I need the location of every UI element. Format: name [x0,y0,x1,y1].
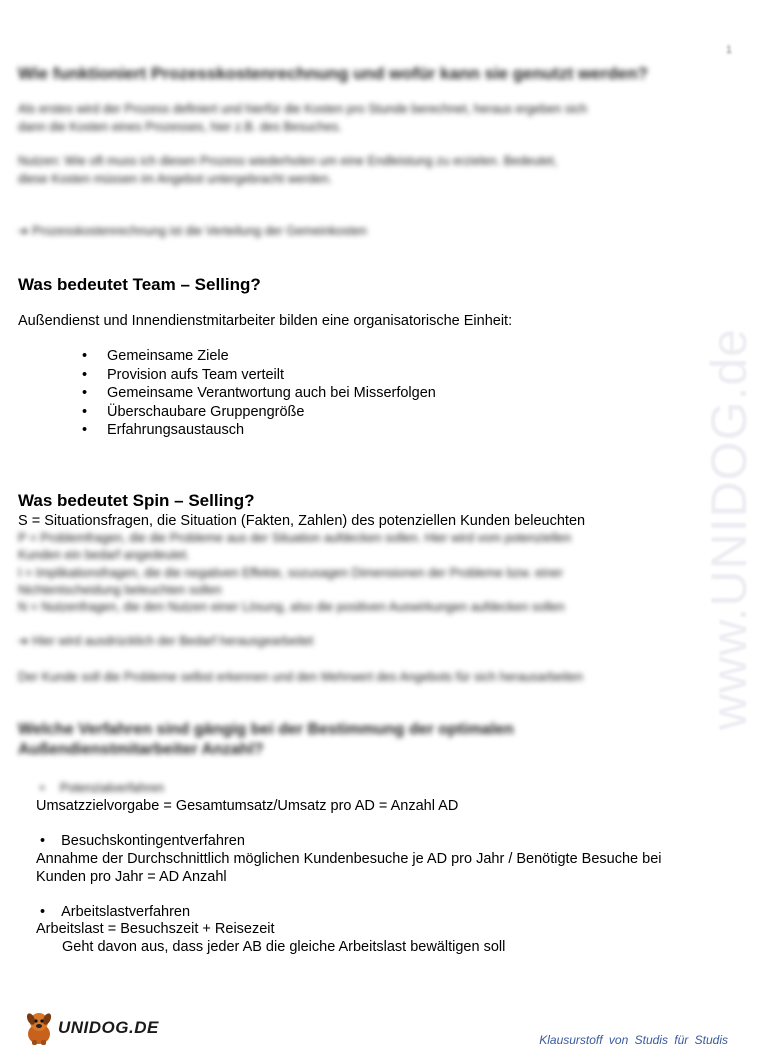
section1-conclusion: ➔ Prozesskostenrechnung ist die Verteilung der Gemeinkosten [18,224,367,238]
list-item: • Gemeinsame Ziele [82,347,436,366]
page-number: 1 [725,44,732,56]
spin-i-line2: Nichtentscheidung beleuchten sollen [18,583,222,597]
spin-customer-line: Der Kunde soll die Probleme selbst erkennen und den Mehrwert des Angebots für sich herausarbeiten [18,670,583,684]
method-bullet-1 [40,780,164,797]
method-bullet-3 [40,903,190,921]
method-2-text-line2: Kunden pro Jahr = AD Anzahl [36,869,227,885]
spin-arrow-line: ➔ Hier wird ausdrücklich der Bedarf herausgearbeitet [18,634,314,648]
method-1-label: Potenzialverfahren [59,781,165,795]
bullet-icon: • [40,781,45,795]
section1-title: Wie funktioniert Prozesskostenrechnung und wofür kann sie genutzt werden? [18,64,648,83]
watermark: www.UNIDOG.de [701,328,757,730]
list-item: • Gemeinsame Verantwortung auch bei Misserfolgen [82,384,436,403]
section4-title-line2: Außendienstmitarbeiter Anzahl? [18,741,264,758]
section3-title: Was bedeutet Spin – Selling? [18,491,255,510]
team-selling-list [82,347,436,440]
section2-intro: Außendienst und Innendienstmitarbeiter bilden eine organisatorische Einheit: [18,313,513,329]
section4-title-line1: Welche Verfahren sind gängig bei der Bestimmung der optimalen [18,721,514,738]
section1-para1-line2: dann die Kosten eines Prozesses, hier z.B. des Besuches. [18,120,342,134]
list-item: • Überschaubare Gruppengröße [82,403,436,422]
method-2-label: Besuchskontingentverfahren [61,833,245,849]
spin-n-line: N = Nutzenfragen, die den Nutzen einer Lösung, also die positiven Auswirkungen aufdecken sollen [18,600,565,614]
bullet-icon: • [40,833,46,849]
list-item: • Provision aufs Team verteilt [82,366,436,385]
bullet-icon: • [40,904,46,920]
method-2-text-line1: Annahme der Durchschnittlich möglichen Kundenbesuche je AD pro Jahr / Benötigte Besuche bei [36,851,662,867]
section1-para2-line2: diese Kosten müssen im Angebot untergebracht werden. [18,172,333,186]
list-item: • Erfahrungsaustausch [82,421,436,440]
section2-title: Was bedeutet Team – Selling? [18,275,261,294]
method-bullet-2 [40,832,245,850]
dog-icon [22,1010,56,1046]
spin-p-line1: P = Problemfragen, die die Probleme aus der Situation aufdecken sollen. Hier wird vom potenziellen [18,531,572,545]
spin-s-line: S = Situationsfragen, die Situation (Fakten, Zahlen) des potenziellen Kunden beleuchten [18,513,586,529]
section1-para1-line1: Als erstes wird der Prozess definiert und hierfür die Kosten pro Stunde berechnet, heraus ergeben sich [18,102,588,116]
method-3-text-line1: Arbeitslast = Besuchszeit + Reisezeit [36,921,275,937]
unidog-logo [22,1010,159,1046]
logo-text: UNIDOG.DE [58,1018,159,1037]
method-3-label: Arbeitslastverfahren [61,904,191,920]
spin-i-line1: I = Implikationsfragen, die die negativen Effekte, sozusagen Dimensionen der Probleme bzw. einer [18,566,563,580]
spin-p-line2: Kunden ein bedarf angedeutet. [18,548,190,562]
footer-tagline: Klausurstoff von Studis für Studis [539,1033,728,1047]
method-1-text: Umsatzzielvorgabe = Gesamtumsatz/Umsatz pro AD = Anzahl AD [36,798,459,814]
method-3-text-line2: Geht davon aus, dass jeder AB die gleiche Arbeitslast bewältigen soll [62,939,506,955]
section1-para2-line1: Nutzen: Wie oft muss ich diesen Prozess wiederholen um eine Endleistung zu erzielen. Bedeutet, [18,154,558,168]
